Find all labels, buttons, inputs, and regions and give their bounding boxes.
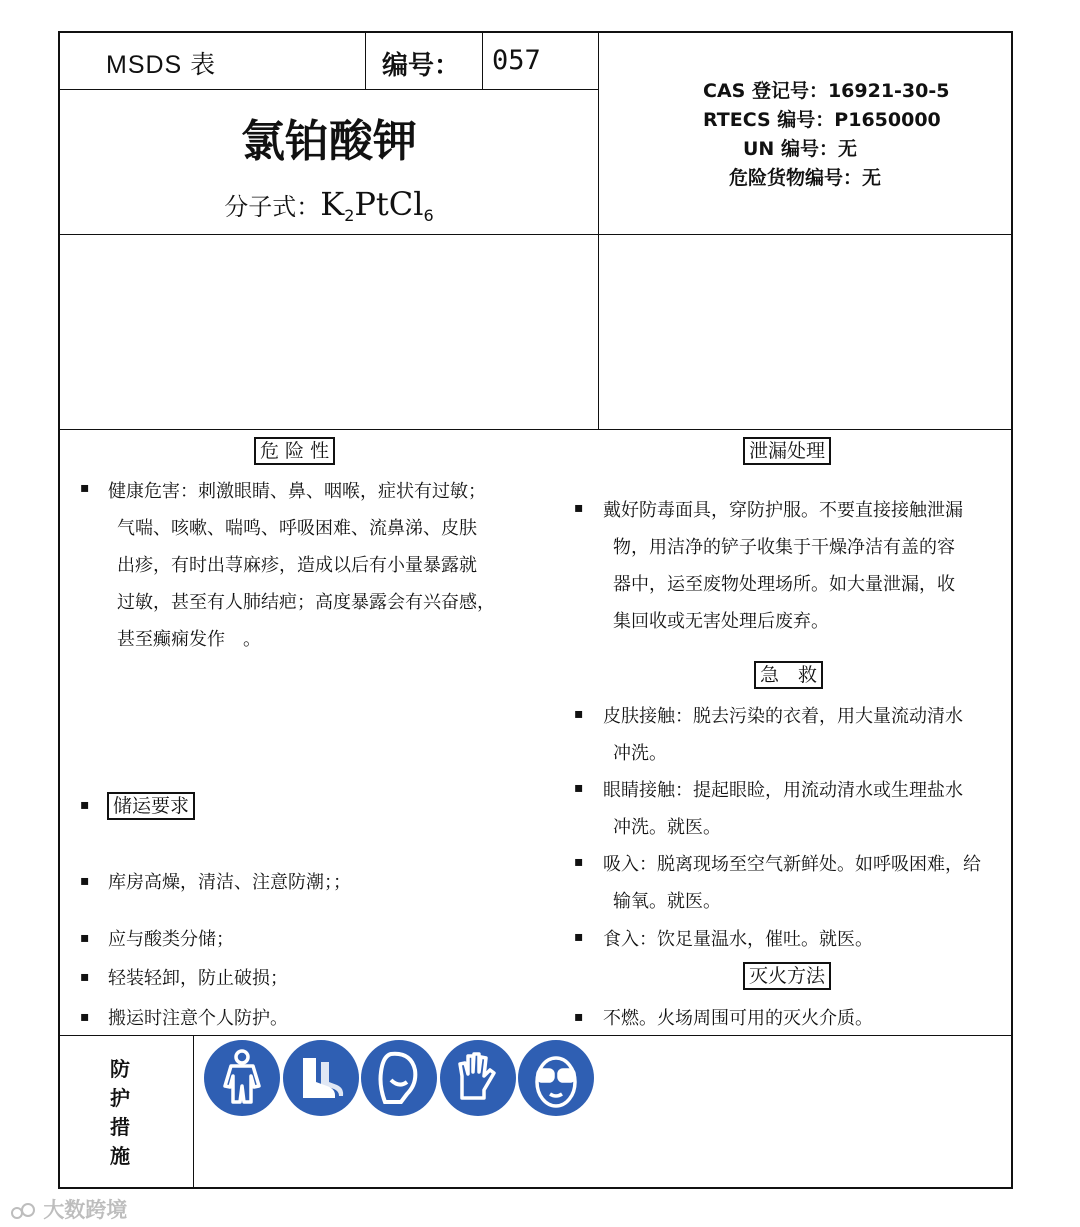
protection-label-char: 护 [110, 1086, 130, 1110]
serial-number: 057 [492, 45, 541, 76]
safety-boots-icon [283, 1040, 359, 1116]
respirator-mask-icon [361, 1040, 437, 1116]
fire-text: 不燃。火场周围可用的灭火介质。 [603, 1008, 873, 1029]
serial-label: 编号： [382, 51, 461, 81]
storage-title: 储运要求 [107, 792, 195, 820]
leak-line: 集回收或无害处理后废弃。 [613, 611, 829, 632]
protection-label-char: 防 [110, 1057, 130, 1081]
first-aid-inhale: 输氧。就医。 [613, 891, 721, 912]
divider [60, 234, 1013, 235]
first-aid-eye: 眼睛接触：提起眼睑，用流动清水或生理盐水 [603, 780, 963, 801]
dangerous-goods-number: 危险货物编号：无 [729, 167, 882, 189]
chemical-name: 氯铂酸钾 [241, 116, 417, 167]
leak-title: 泄漏处理 [743, 437, 831, 465]
hazard-title: 危 险 性 [254, 437, 335, 465]
first-aid-inhale: 吸入：脱离现场至空气新鲜处。如呼吸困难，给 [603, 854, 981, 875]
protection-label [108, 1055, 132, 1171]
bullet-icon: ▪ [80, 797, 90, 813]
first-aid-skin: 皮肤接触：脱去污染的衣着，用大量流动清水 [603, 706, 963, 727]
watermark-text: 大数跨境 [43, 1198, 128, 1222]
first-aid-ingest: 食入：饮足量温水，催吐。就医。 [603, 929, 873, 950]
bullet-icon: ▪ [80, 480, 90, 496]
hazard-line: 气喘、咳嗽、喘鸣、呼吸困难、流鼻涕、皮肤 [117, 518, 477, 539]
bullet-icon: ▪ [80, 1009, 90, 1025]
first-aid-skin: 冲洗。 [613, 743, 667, 764]
watermark-logo-icon [10, 1201, 36, 1221]
formula-label: 分子式： [224, 193, 321, 221]
watermark [10, 1194, 127, 1224]
divider [193, 1035, 194, 1189]
bullet-icon: ▪ [80, 873, 90, 889]
bullet-icon: ▪ [80, 969, 90, 985]
bullet-icon: ▪ [574, 1009, 584, 1025]
bullet-icon: ▪ [574, 929, 584, 945]
bullet-icon: ▪ [80, 930, 90, 946]
storage-item: 库房高燥，清洁、注意防潮；； [108, 872, 351, 893]
hazard-line: 出疹，有时出荨麻疹，造成以后有小量暴露就 [117, 555, 477, 576]
leak-line: 物，用洁净的铲子收集于干燥净洁有盖的容 [613, 537, 955, 558]
protective-gloves-icon [440, 1040, 516, 1116]
rtecs-number: RTECS 编号：P1650000 [703, 109, 941, 131]
msds-sheet [58, 31, 1013, 1189]
un-number: UN 编号：无 [743, 138, 857, 160]
first-aid-eye: 冲洗。就医。 [613, 817, 721, 838]
divider [60, 1035, 1013, 1036]
divider [598, 33, 599, 429]
formula-sub: 6 [423, 205, 434, 225]
leak-line: 器中，运至废物处理场所。如大量泄漏，收 [613, 574, 955, 595]
storage-item: 应与酸类分储； [108, 929, 234, 950]
storage-item: 轻装轻卸，防止破损； [108, 968, 288, 989]
formula-k: K [320, 185, 345, 223]
hazard-line: 健康危害：刺激眼睛、鼻、咽喉，症状有过敏； [108, 481, 486, 502]
divider [365, 33, 366, 90]
protection-label-char: 施 [110, 1144, 130, 1168]
bullet-icon: ▪ [574, 780, 584, 796]
leak-line: 戴好防毒面具，穿防护服。不要直接接触泄漏 [603, 500, 963, 521]
divider [60, 429, 1013, 430]
divider [482, 33, 483, 90]
msds-label: MSDS 表 [106, 51, 217, 79]
bullet-icon: ▪ [574, 854, 584, 870]
molecular-formula [60, 185, 598, 225]
storage-item: 搬运时注意个人防护。 [108, 1008, 288, 1029]
bullet-icon: ▪ [574, 500, 584, 516]
safety-goggles-icon [518, 1040, 594, 1116]
protection-label-char: 措 [110, 1115, 130, 1139]
cas-number: CAS 登记号：16921-30-5 [703, 80, 950, 102]
identifiers-block [600, 77, 1013, 193]
hazard-line: 过敏，甚至有人肺结疤；高度暴露会有兴奋感， [117, 592, 495, 613]
formula-ptcl: PtCl [354, 185, 424, 223]
protective-suit-icon [204, 1040, 280, 1116]
bullet-icon: ▪ [574, 706, 584, 722]
formula-sub: 2 [344, 205, 355, 225]
divider [60, 89, 598, 90]
fire-title: 灭火方法 [743, 962, 831, 990]
hazard-line: 甚至癫痫发作 。 [117, 629, 261, 650]
first-aid-title: 急 救 [754, 661, 823, 689]
